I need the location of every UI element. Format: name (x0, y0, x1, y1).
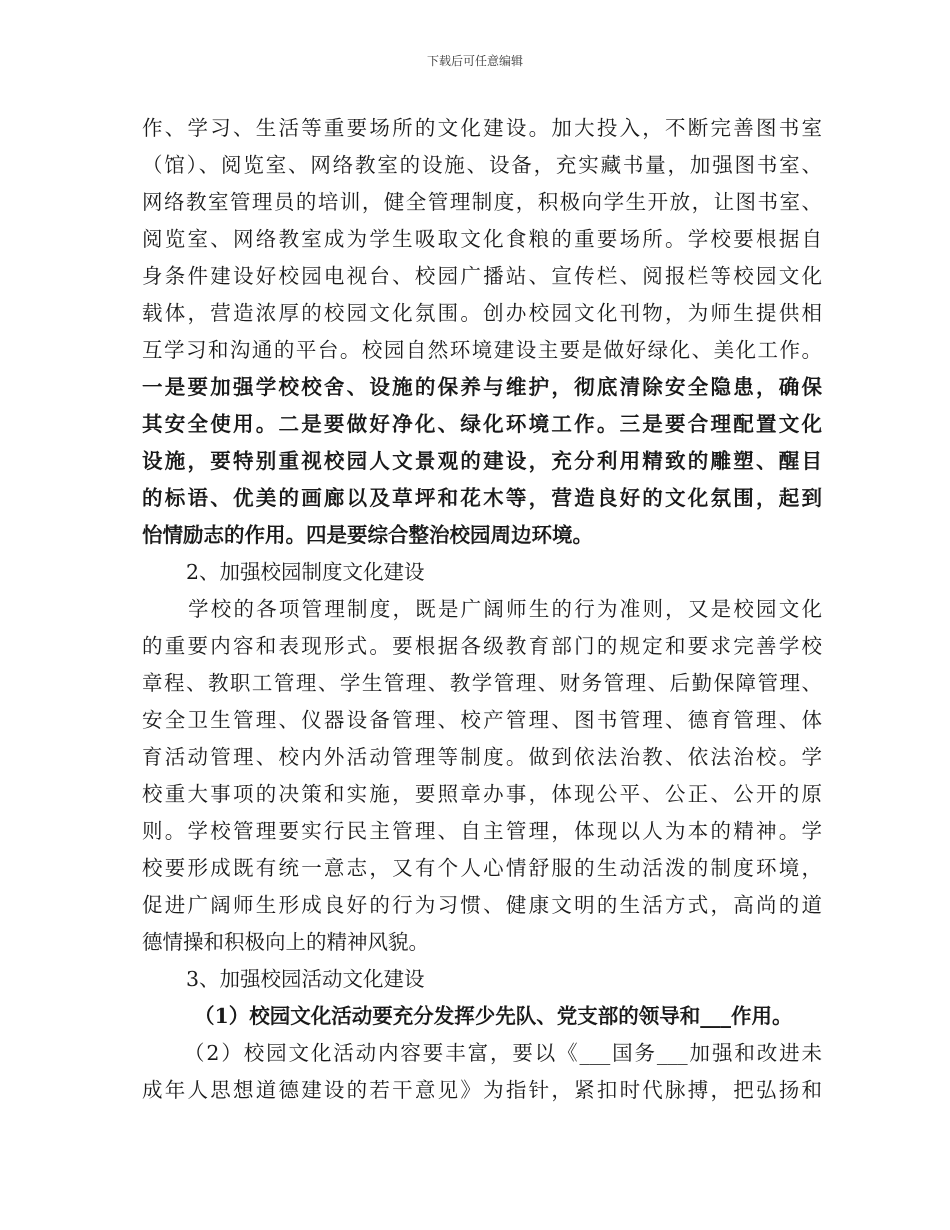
section-heading: 3、加强校园活动文化建设 (186, 967, 425, 991)
paragraph-line: 育活动管理、校内外活动管理等制度。做到依法治教、依法治校。学 (142, 745, 822, 769)
bold-paragraph-line: （1）校园文化活动要充分发挥少先队、党支部的领导和___作用。 (194, 1004, 793, 1028)
paragraph-line: 安全卫生管理、仪器设备管理、校产管理、图书管理、德育管理、体 (142, 708, 822, 732)
bold-paragraph-line: 其安全使用。二是要做好净化、绿化环境工作。三是要合理配置文化 (142, 412, 822, 436)
paragraph-line: 章程、教职工管理、学生管理、教学管理、财务管理、后勤保障管理、 (142, 671, 822, 695)
bold-paragraph-line: 一是要加强学校校舍、设施的保养与维护，彻底清除安全隐患，确保 (142, 375, 822, 399)
document-body (142, 110, 822, 1109)
bold-paragraph-line: 设施，要特别重视校园人文景观的建设，充分利用精致的雕塑、醒目 (142, 449, 822, 473)
section-heading: 2、加强校园制度文化建设 (186, 560, 425, 584)
paragraph-line: 促进广阔师生形成良好的行为习惯、健康文明的生活方式，高尚的道 (142, 893, 822, 917)
paragraph-line: 德情操和积极向上的精神风貌。 (142, 930, 429, 954)
paragraph-line: （馆）、阅览室、网络教室的设施、设备，充实藏书量，加强图书室、 (142, 153, 822, 177)
paragraph-line: 作、学习、生活等重要场所的文化建设。加大投入，不断完善图书室 (142, 116, 822, 140)
paragraph-line: 则。学校管理要实行民主管理、自主管理，体现以人为本的精神。学 (142, 819, 822, 843)
paragraph-line: 身条件建设好校园电视台、校园广播站、宣传栏、阅报栏等校园文化 (142, 264, 822, 288)
bold-paragraph-line: 怡情励志的作用。四是要综合整治校园周边环境。 (142, 523, 593, 547)
paragraph-line: 网络教室管理员的培训，健全管理制度，积极向学生开放，让图书室、 (142, 190, 822, 214)
bold-paragraph-line: 的标语、优美的画廊以及草坪和花木等，营造良好的文化氛围，起到 (142, 486, 822, 510)
paragraph-line: （2）校园文化活动内容要丰富，要以《___国务___加强和改进未 (184, 1041, 822, 1065)
paragraph-line: 的重要内容和表现形式。要根据各级教育部门的规定和要求完善学校 (142, 634, 822, 658)
paragraph-line: 互学习和沟通的平台。校园自然环境建设主要是做好绿化、美化工作。 (142, 338, 822, 362)
paragraph-line: 校重大事项的决策和实施，要照章办事，体现公平、公正、公开的原 (142, 782, 822, 806)
page-header: 下载后可任意编辑 (426, 54, 523, 68)
paragraph-line: 阅览室、网络教室成为学生吸取文化食粮的重要场所。学校要根据自 (142, 227, 822, 251)
paragraph-line: 载体，营造浓厚的校园文化氛围。创办校园文化刊物，为师生提供相 (142, 301, 822, 325)
paragraph-line: 学校的各项管理制度，既是广阔师生的行为准则，又是校园文化 (188, 597, 822, 621)
paragraph-line: 成年人思想道德建设的若干意见》为指针，紧扣时代脉搏，把弘扬和 (142, 1078, 822, 1102)
paragraph-line: 校要形成既有统一意志，又有个人心情舒服的生动活泼的制度环境， (142, 856, 822, 880)
